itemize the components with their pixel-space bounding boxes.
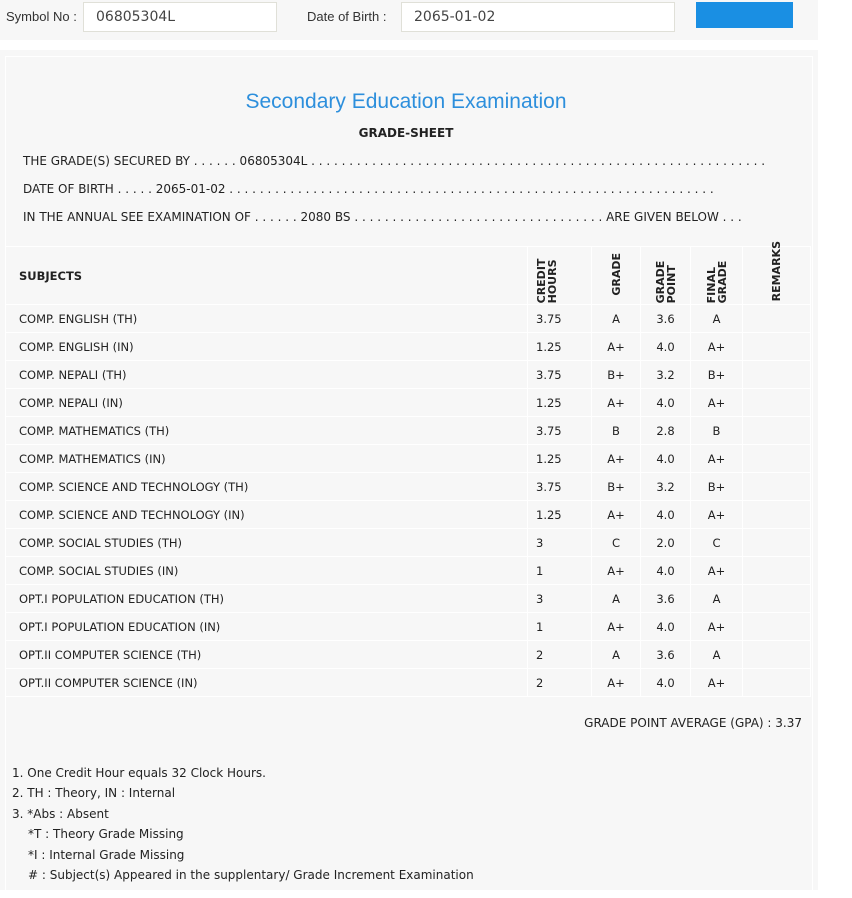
subject-cell: COMP. SOCIAL STUDIES (IN) — [6, 557, 528, 585]
subject-cell: COMP. ENGLISH (TH) — [6, 305, 528, 333]
header-point: GRADE POINT — [653, 260, 678, 303]
subject-cell: OPT.II COMPUTER SCIENCE (TH) — [6, 641, 528, 669]
grade-cell: A — [592, 585, 641, 613]
subject-cell: COMP. SCIENCE AND TECHNOLOGY (IN) — [6, 501, 528, 529]
note: *T : Theory Grade Missing — [28, 827, 184, 842]
grade-point-cell: 3.6 — [641, 641, 691, 669]
subject-cell: COMP. NEPALI (TH) — [6, 361, 528, 389]
dob-line: DATE OF BIRTH . . . . . 2065-01-02 . . . . . . . . . . . . . . . . . . . . . . . . . . . . . . . . . . . . . . . . . . . . . . . . . . . . . . . . . . . . . . . . — [23, 182, 714, 196]
subject-cell: COMP. ENGLISH (IN) — [6, 333, 528, 361]
table-row — [6, 641, 811, 669]
final-grade-cell: C — [691, 529, 743, 557]
notes — [12, 763, 474, 885]
final-grade-cell: A+ — [691, 613, 743, 641]
grade-cell: C — [592, 529, 641, 557]
remarks-cell — [743, 585, 811, 613]
grade-point-cell: 3.6 — [641, 305, 691, 333]
table-row — [6, 669, 811, 697]
grade-point-cell: 3.2 — [641, 361, 691, 389]
credit-hours-cell: 3 — [528, 529, 592, 557]
note: 2. TH : Theory, IN : Internal — [12, 786, 176, 801]
table-row — [6, 613, 811, 641]
grade-cell: A — [592, 305, 641, 333]
remarks-cell — [743, 501, 811, 529]
credit-hours-cell: 3.75 — [528, 417, 592, 445]
submit-button[interactable] — [696, 2, 793, 28]
grade-cell: A+ — [592, 389, 641, 417]
remarks-cell — [743, 669, 811, 697]
symbol-label: Symbol No : — [6, 9, 77, 24]
final-grade-cell: B — [691, 417, 743, 445]
grade-cell: A — [592, 641, 641, 669]
header-grade: GRADE — [609, 252, 623, 296]
grade-cell: B+ — [592, 361, 641, 389]
grade-cell: A+ — [592, 613, 641, 641]
subject-cell: OPT.II COMPUTER SCIENCE (IN) — [6, 669, 528, 697]
remarks-cell — [743, 361, 811, 389]
credit-hours-cell: 1 — [528, 613, 592, 641]
secured-by-line: THE GRADE(S) SECURED BY . . . . . . 06805304L . . . . . . . . . . . . . . . . . . . . . . . . . . . . . . . . . . . . . . . . . . . . . . . . . . . . . . . . . . . . — [23, 154, 766, 168]
header-credit: CREDIT HOURS — [535, 258, 559, 303]
credit-hours-cell: 3.75 — [528, 473, 592, 501]
final-grade-cell: A+ — [691, 445, 743, 473]
subject-cell: COMP. NEPALI (IN) — [6, 389, 528, 417]
grade-cell: A+ — [592, 445, 641, 473]
header-remarks: REMARKS — [770, 241, 783, 302]
grades-table — [5, 241, 811, 697]
table-row — [6, 501, 811, 529]
grade-cell: B — [592, 417, 641, 445]
credit-hours-cell: 3.75 — [528, 361, 592, 389]
remarks-cell — [743, 445, 811, 473]
grade-point-cell: 4.0 — [641, 445, 691, 473]
final-grade-cell: B+ — [691, 361, 743, 389]
table-row — [6, 361, 811, 389]
credit-hours-cell: 1.25 — [528, 501, 592, 529]
final-grade-cell: A+ — [691, 389, 743, 417]
grade-point-cell: 4.0 — [641, 613, 691, 641]
grade-point-cell: 3.6 — [641, 585, 691, 613]
table-header — [6, 247, 811, 305]
credit-hours-cell: 1.25 — [528, 445, 592, 473]
remarks-cell — [743, 613, 811, 641]
credit-hours-cell: 2 — [528, 641, 592, 669]
final-grade-cell: A — [691, 641, 743, 669]
grade-cell: B+ — [592, 473, 641, 501]
grade-point-cell: 4.0 — [641, 389, 691, 417]
note: 1. One Credit Hour equals 32 Clock Hours. — [12, 766, 266, 780]
credit-hours-cell: 3.75 — [528, 305, 592, 333]
grade-point-cell: 2.8 — [641, 417, 691, 445]
remarks-cell — [743, 389, 811, 417]
table-row — [6, 557, 811, 585]
credit-hours-cell: 1.25 — [528, 333, 592, 361]
table-row — [6, 445, 811, 473]
table-row — [6, 585, 811, 613]
note: 3. *Abs : Absent — [12, 806, 109, 821]
subject-cell: COMP. MATHEMATICS (TH) — [6, 417, 528, 445]
subject-cell: COMP. SOCIAL STUDIES (TH) — [6, 529, 528, 557]
subject-cell: COMP. SCIENCE AND TECHNOLOGY (TH) — [6, 473, 528, 501]
grade-point-cell: 3.2 — [641, 473, 691, 501]
dob-input[interactable]: 2065-01-02 — [401, 2, 675, 32]
table-row — [6, 529, 811, 557]
dob-label: Date of Birth : — [307, 9, 387, 24]
final-grade-cell: A+ — [691, 333, 743, 361]
grade-point-cell: 4.0 — [641, 669, 691, 697]
table-row — [6, 305, 811, 333]
grade-cell: A+ — [592, 333, 641, 361]
final-grade-cell: A+ — [691, 557, 743, 585]
grade-point-cell: 4.0 — [641, 501, 691, 529]
final-grade-cell: A — [691, 305, 743, 333]
credit-hours-cell: 2 — [528, 669, 592, 697]
grade-point-cell: 4.0 — [641, 557, 691, 585]
credit-hours-cell: 3 — [528, 585, 592, 613]
credit-hours-cell: 1.25 — [528, 389, 592, 417]
grade-cell: A+ — [592, 557, 641, 585]
subject-cell: COMP. MATHEMATICS (IN) — [6, 445, 528, 473]
note: # : Subject(s) Appeared in the supplentary/ Grade Increment Examination — [28, 868, 474, 883]
remarks-cell — [743, 557, 811, 585]
table-row — [6, 417, 811, 445]
table-row — [6, 333, 811, 361]
grade-sheet — [0, 50, 818, 890]
gpa: GRADE POINT AVERAGE (GPA) : 3.37 — [584, 716, 802, 730]
search-bar — [0, 0, 818, 40]
remarks-cell — [743, 305, 811, 333]
table-row — [6, 473, 811, 501]
exam-title: Secondary Education Examination — [245, 90, 567, 113]
exam-line: IN THE ANNUAL SEE EXAMINATION OF . . . . . . 2080 BS . . . . . . . . . . . . . . . . . . . . . . . . . . . . . . . . . ARE GIVEN BELOW . . . — [23, 210, 742, 224]
final-grade-cell: A — [691, 585, 743, 613]
remarks-cell — [743, 641, 811, 669]
header-subjects: SUBJECTS — [6, 247, 528, 305]
final-grade-cell: B+ — [691, 473, 743, 501]
subject-cell: OPT.I POPULATION EDUCATION (TH) — [6, 585, 528, 613]
credit-hours-cell: 1 — [528, 557, 592, 585]
final-grade-cell: A+ — [691, 501, 743, 529]
table-row — [6, 389, 811, 417]
remarks-cell — [743, 473, 811, 501]
final-grade-cell: A+ — [691, 669, 743, 697]
symbol-input[interactable]: 06805304L — [83, 2, 277, 32]
grade-point-cell: 2.0 — [641, 529, 691, 557]
note: *I : Internal Grade Missing — [28, 847, 185, 862]
grade-cell: A+ — [592, 669, 641, 697]
remarks-cell — [743, 529, 811, 557]
subject-cell: OPT.I POPULATION EDUCATION (IN) — [6, 613, 528, 641]
remarks-cell — [743, 417, 811, 445]
grade-point-cell: 4.0 — [641, 333, 691, 361]
grade-sheet-heading: GRADE-SHEET — [358, 126, 454, 140]
grade-cell: A+ — [592, 501, 641, 529]
remarks-cell — [743, 333, 811, 361]
header-final: FINAL GRADE — [704, 260, 729, 303]
